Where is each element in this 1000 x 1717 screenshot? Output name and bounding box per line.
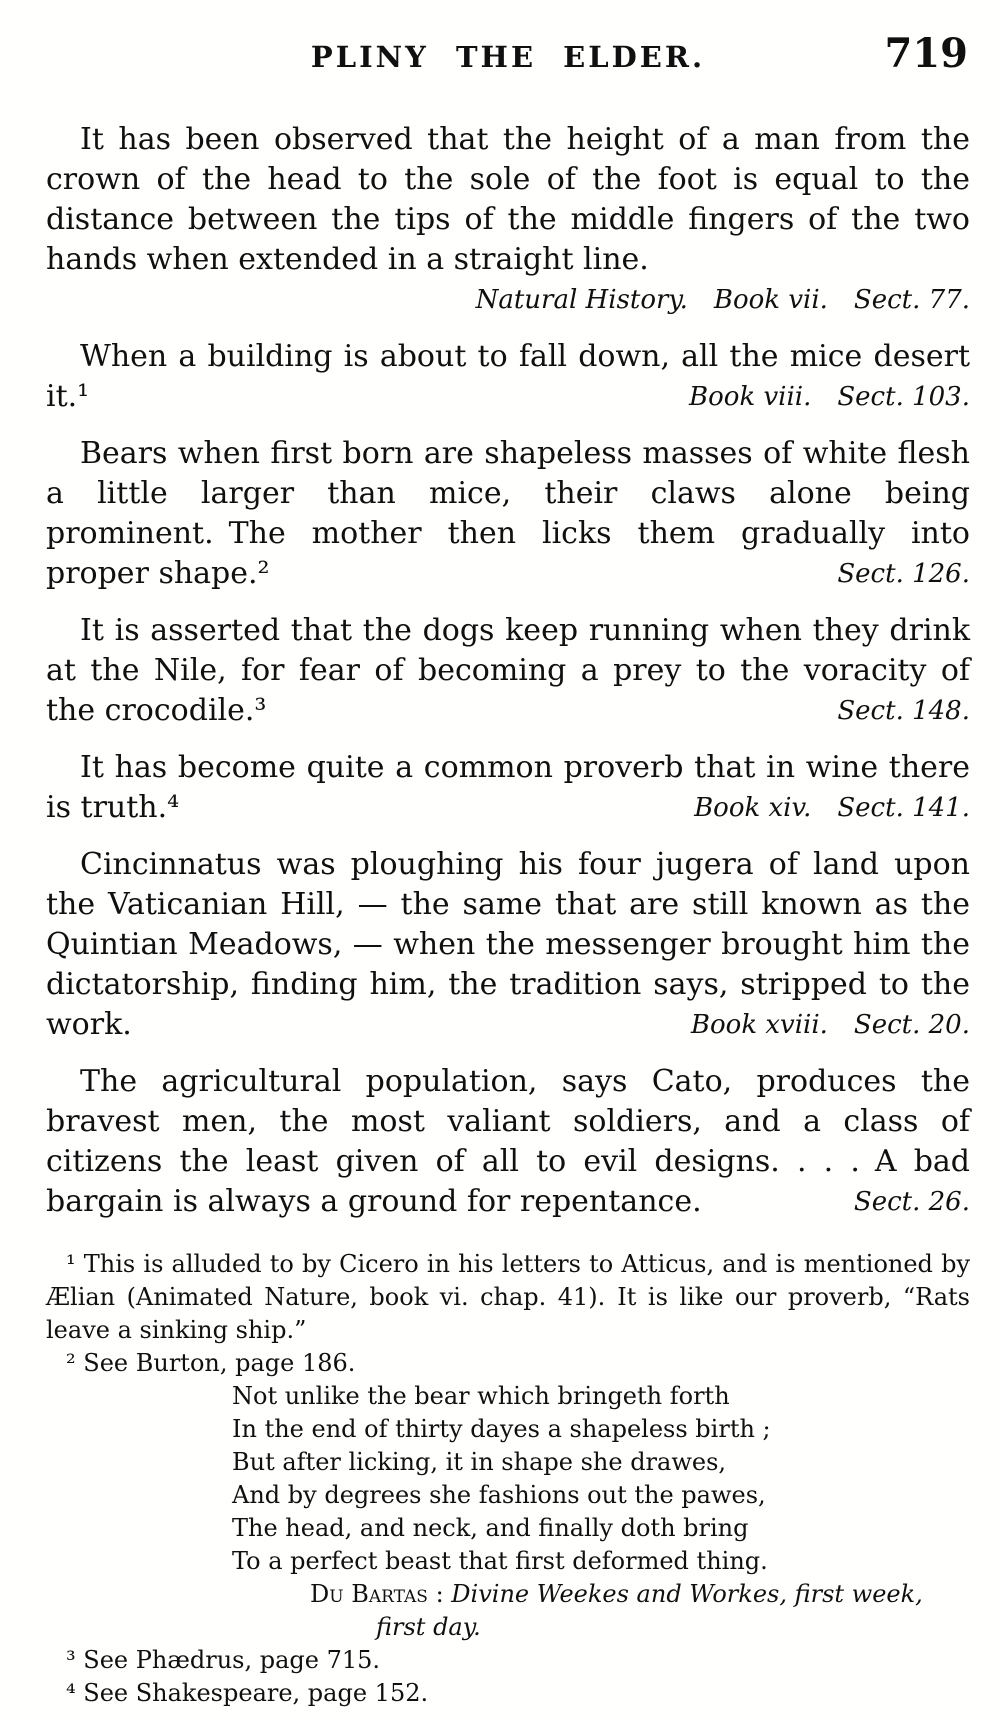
quote-block: [46, 434, 970, 594]
footnotes-section: [46, 1248, 970, 1710]
quote-block: [46, 1062, 970, 1222]
quote-attribution: Book xviii. Sect. 20.: [690, 1010, 970, 1040]
poem-author: Du Bartas :: [310, 1580, 444, 1608]
footnote-3: [46, 1644, 970, 1677]
poem-line: The head, and neck, and finally doth bring: [232, 1514, 749, 1542]
quote-text: When a building is about to fall down, all the mice desert it.¹: [46, 339, 970, 414]
poem-attribution: [310, 1578, 970, 1611]
quote-text: Cincinnatus was ploughing his four jugera of land upon the Vaticanian Hill, — the same that are still known as the Quintian Meadows, — when the messenger brought him the dictatorship, finding him, the tradition says, stripped to the work.: [46, 847, 970, 1042]
footnote-1: [46, 1248, 970, 1347]
quote-block: [46, 845, 970, 1045]
footnote-2: [46, 1347, 970, 1644]
quoted-poem: [232, 1380, 970, 1578]
running-head: [46, 30, 970, 86]
quote-attribution: Book xiv. Sect. 141.: [694, 793, 970, 823]
quote-attribution: Sect. 126.: [837, 559, 970, 589]
poem-attribution-continued: first day.: [376, 1613, 481, 1641]
footnote-text: ⁴ See Shakespeare, page 152.: [66, 1679, 429, 1707]
quote-attribution: Book viii. Sect. 103.: [689, 382, 970, 412]
quote-attribution: Natural History. Book vii. Sect. 77.: [475, 285, 970, 315]
quote-block: [46, 611, 970, 731]
footnote-text: ³ See Phædrus, page 715.: [66, 1646, 381, 1674]
quote-block: [46, 337, 970, 417]
poem-line: And by degrees she fashions out the pawes,: [232, 1481, 766, 1509]
quote-text: The agricultural population, says Cato, produces the bravest men, the most valiant soldiers, and a class of citizens the least given of all to evil designs. . . . A bad bargain is always a ground for repentance.: [46, 1064, 970, 1219]
poem-line: Not unlike the bear which bringeth forth: [232, 1382, 730, 1410]
quote-block: [46, 748, 970, 828]
footnote-text: ¹ This is alluded to by Cicero in his letters to Atticus, and is mentioned by Ælian (Animated Nature, book vi. chap. 41). It is like our proverb, “Rats leave a sinking ship.”: [46, 1250, 970, 1344]
footnote-text: ² See Burton, page 186.: [66, 1349, 356, 1377]
page-title: PLINY THE ELDER.: [310, 40, 706, 74]
quote-block: [46, 120, 970, 320]
quote-text: It has been observed that the height of a man from the crown of the head to the sole of the foot is equal to the distance between the tips of the middle fingers of the two hands when extended in a straight line.: [46, 122, 970, 277]
quotes-section: [46, 120, 970, 1222]
quote-text: Bears when first born are shapeless masses of white flesh a little larger than mice, their claws alone being prominent. The mother then licks them gradually into proper shape.²: [46, 436, 970, 591]
poem-line: But after licking, it in shape she drawes,: [232, 1448, 727, 1476]
poem-line: To a perfect beast that first deformed thing.: [232, 1547, 768, 1575]
poem-work-title: Divine Weekes and Workes, first week,: [443, 1580, 923, 1608]
page-number: 719: [884, 30, 968, 77]
poem-line: In the end of thirty dayes a shapeless birth ;: [232, 1415, 771, 1443]
footnote-4: [46, 1677, 970, 1710]
quote-text: It is asserted that the dogs keep running when they drink at the Nile, for fear of becoming a prey to the voracity of the crocodile.³: [46, 613, 970, 728]
quote-attribution: Sect. 148.: [837, 696, 970, 726]
quote-text: It has become quite a common proverb that in wine there is truth.⁴: [46, 750, 970, 825]
quote-attribution: Sect. 26.: [853, 1187, 970, 1217]
